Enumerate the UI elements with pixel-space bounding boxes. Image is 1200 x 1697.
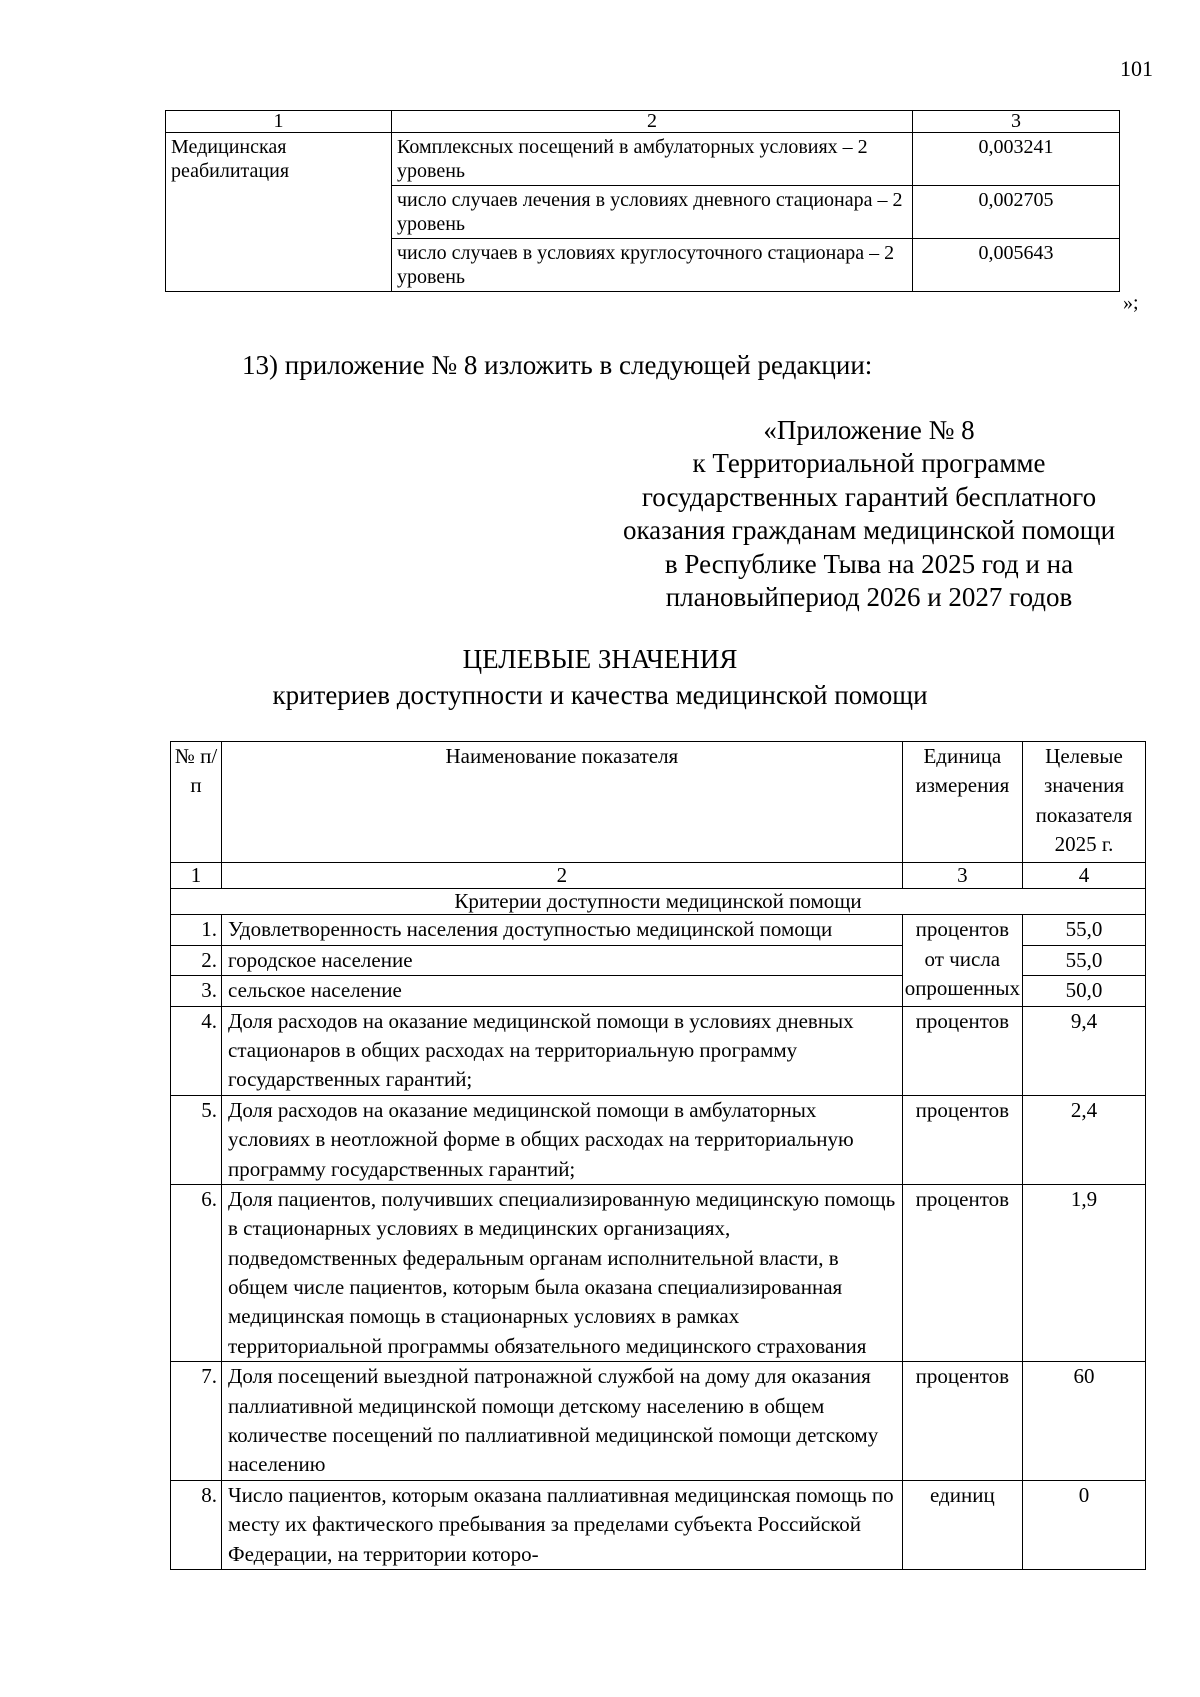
indicator-name: сельское население (222, 976, 903, 1006)
header-cell: 2 (392, 111, 913, 133)
header-num: № п/п (171, 742, 222, 863)
annex-line: плановыйпериод 2026 и 2027 годов (665, 582, 1073, 613)
column-number: 3 (902, 863, 1022, 889)
document-subtitle: критериев доступности и качества медицинской помощи (272, 680, 928, 710)
value-cell: 0,003241 (913, 133, 1120, 186)
unit-cell: процентов (902, 1095, 1022, 1184)
annex-line: государственных гарантий бесплатного (641, 481, 1097, 512)
row-number: 1. (171, 915, 222, 945)
value-cell: 1,9 (1023, 1184, 1146, 1361)
table-header-row (166, 111, 1120, 133)
indicator-name: Удовлетворенность населения доступностью медицинской помощи (222, 915, 903, 945)
value-cell: 55,0 (1023, 915, 1146, 945)
page-number: 101 (1120, 56, 1153, 81)
indicator-name: Доля расходов на оказание медицинской помощи в условиях дневных стационаров в общих расходах на территориальную программу государственных гарантий; (222, 1006, 903, 1095)
row-number: 6. (171, 1184, 222, 1361)
header-name: Наименование показателя (222, 742, 903, 863)
value-cell: 60 (1023, 1362, 1146, 1481)
indicator-name: Доля расходов на оказание медицинской помощи в амбулаторных условиях в неотложной форме в общих расходах на территориальную программу государственных гарантий; (222, 1095, 903, 1184)
annex-line: оказания гражданам медицинской помощи (622, 515, 1116, 546)
column-numbers-row (171, 863, 1146, 889)
column-number: 2 (222, 863, 903, 889)
indicator-name: Доля посещений выездной патронажной службой на дому для оказания паллиативной медицинской помощи детскому населению в общем количестве посещений по паллиативной медицинской помощи детскому населению (222, 1362, 903, 1481)
header-cell: 3 (913, 111, 1120, 133)
indicator-name: Доля пациентов, получивших специализированную медицинскую помощь в стационарных условиях в медицинских организациях, подведомственных федеральным органам исполнительной власти, в общем числе пациентов, которым была оказана специализированная медицинская помощь в стационарных условиях в рамках территориальной программы обязательного медицинского страхования (222, 1184, 903, 1361)
value-cell: 50,0 (1023, 976, 1146, 1006)
table-row (166, 133, 1120, 186)
table-row (171, 1184, 1146, 1361)
rehab-continuation-table (165, 110, 1120, 292)
unit-cell: единиц (902, 1480, 1022, 1569)
document-title: ЦЕЛЕВЫЕ ЗНАЧЕНИЯ (462, 644, 738, 674)
header-cell: 1 (166, 111, 392, 133)
indicator-cell: Комплексных посещений в амбулаторных условиях – 2 уровень (392, 133, 913, 186)
section-title: Критерии доступности медицинской помощи (171, 889, 1146, 915)
annex-line: к Территориальной программе (692, 448, 1046, 479)
unit-cell: процентов от числа опрошенных (902, 915, 1022, 1006)
section-row (171, 889, 1146, 915)
indicator-cell: число случаев в условиях круглосуточного стационара – 2 уровень (392, 239, 913, 292)
table-row (171, 1480, 1146, 1569)
annex-heading (585, 414, 1153, 615)
value-cell: 9,4 (1023, 1006, 1146, 1095)
column-number: 4 (1023, 863, 1146, 889)
table-row (171, 1095, 1146, 1184)
annex-line: в Республике Тыва на 2025 год и на (664, 548, 1074, 579)
row-number: 5. (171, 1095, 222, 1184)
criteria-table (170, 741, 1146, 1570)
header-unit: Единица измерения (902, 742, 1022, 863)
row-number: 8. (171, 1480, 222, 1569)
value-cell: 0,002705 (913, 186, 1120, 239)
value-cell: 55,0 (1023, 945, 1146, 975)
category-cell: Медицинская реабилитация (166, 133, 392, 292)
header-value: Целевые значения показателя 2025 г. (1023, 742, 1146, 863)
table-row (171, 1362, 1146, 1481)
row-number: 3. (171, 976, 222, 1006)
column-number: 1 (171, 863, 222, 889)
closing-quote: »; (1123, 292, 1139, 314)
amendment-item-13: 13) приложение № 8 изложить в следующей редакции: (242, 350, 873, 380)
table-row (171, 915, 1146, 945)
annex-line: «Приложение № 8 (763, 415, 975, 445)
unit-cell: процентов (902, 1362, 1022, 1481)
value-cell: 0,005643 (913, 239, 1120, 292)
indicator-name: городское население (222, 945, 903, 975)
value-cell: 0 (1023, 1480, 1146, 1569)
indicator-cell: число случаев лечения в условиях дневного стационара – 2 уровень (392, 186, 913, 239)
unit-cell: процентов (902, 1184, 1022, 1361)
row-number: 7. (171, 1362, 222, 1481)
row-number: 2. (171, 945, 222, 975)
table-row (171, 1006, 1146, 1095)
unit-cell: процентов (902, 1006, 1022, 1095)
indicator-name: Число пациентов, которым оказана паллиативная медицинская помощь по месту их фактического пребывания за пределами субъекта Российской Федерации, на территории которо- (222, 1480, 903, 1569)
row-number: 4. (171, 1006, 222, 1095)
value-cell: 2,4 (1023, 1095, 1146, 1184)
table-header-row (171, 742, 1146, 863)
